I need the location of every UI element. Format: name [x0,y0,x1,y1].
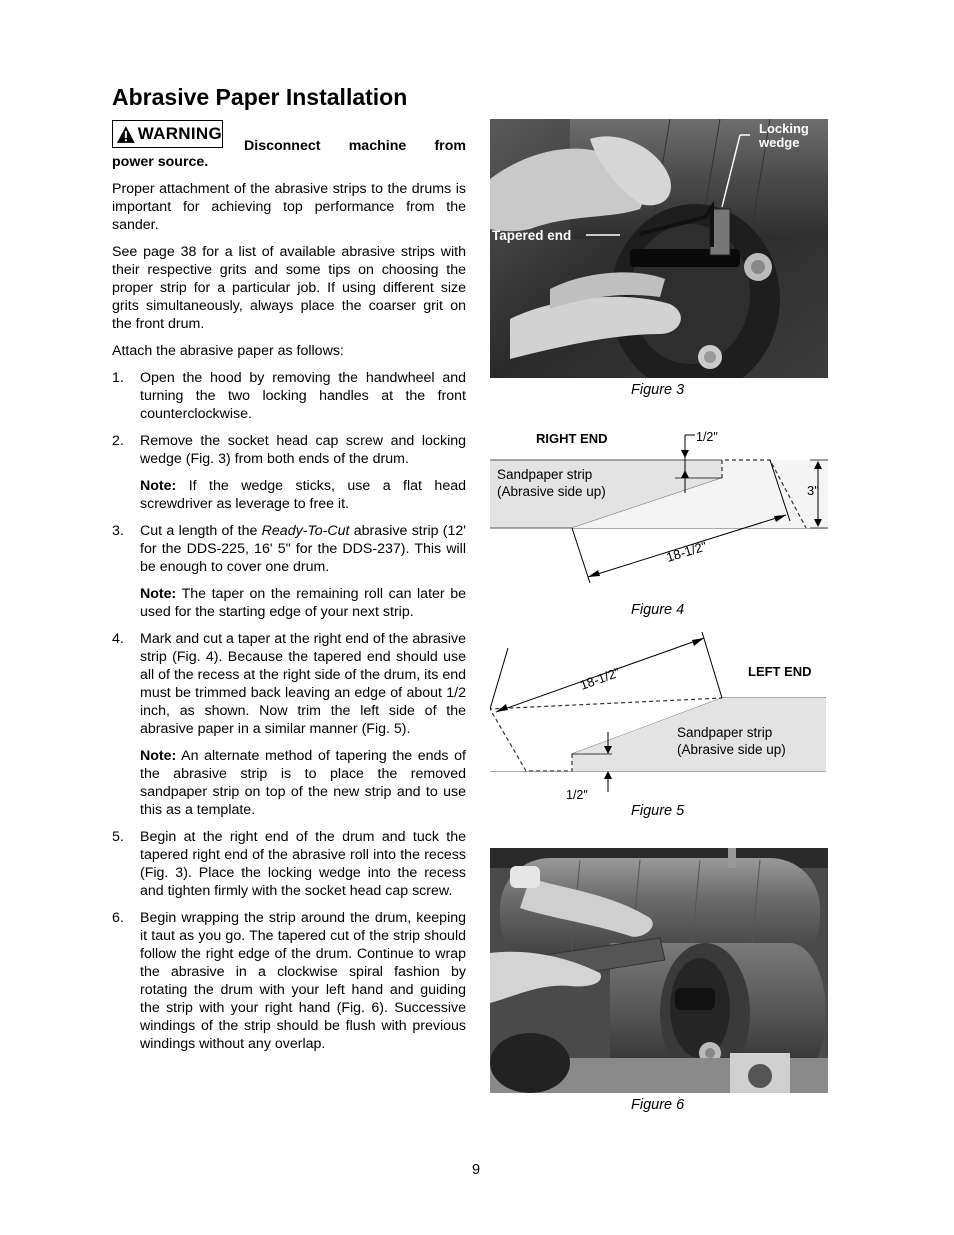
dim-half-inch: 1/2" [566,788,588,802]
dim-length: 18-1/2" [664,538,709,565]
figure-6-caption: Figure 6 [631,1097,685,1113]
warning-text-line1 [244,137,466,155]
strip-sublabel: (Abrasive side up) [677,742,786,757]
step-number: 3. [112,523,124,539]
step-note [140,477,466,513]
warning-word: Disconnect [244,138,321,154]
intro-paragraph: Proper attachment of the abrasive strips to the drums is important for achieving top performance from the sander. [112,181,466,233]
intro-paragraph: Attach the abrasive paper as follows: [112,343,344,359]
note-text: If the wedge sticks, use a flat head screwdriver as leverage to free it. [140,478,466,512]
figure-4-diagram [490,425,830,600]
steps-list [112,369,466,1053]
dim-length: 18-1/2" [577,664,623,693]
step-note [140,585,466,621]
note-text: The taper on the remaining roll can later be used for the starting edge of your next strip. [140,586,466,620]
label-wedge: wedge [759,135,800,150]
dim-width: 3" [807,483,819,498]
list-item [112,909,466,1053]
warning-text-line2: power source. [112,154,209,170]
step-number: 6. [112,910,124,926]
figure-3-caption: Figure 3 [631,382,685,398]
right-end-label: RIGHT END [536,431,608,446]
dim-half-inch: 1/2" [696,430,718,444]
step-number: 1. [112,370,124,386]
left-end-label: LEFT END [748,664,812,679]
step-note [140,747,466,819]
label-locking: Locking [759,121,809,136]
intro-paragraph: See page 38 for a list of available abrasive strips with their respective grits and some tips on choosing the proper strip for a particular job. If using different size grits simultaneously, always place the coarser grit on the front drum. [112,244,466,332]
list-item [112,630,466,819]
label-tapered-end: Tapered end [492,228,572,243]
step-text: Begin at the right end of the drum and tuck the tapered right end of the abrasive roll into the recess (Fig. 3). Place the locking wedge into the recess and tighten firmly with the socket head cap screw. [140,829,466,899]
warning-word: from [434,138,466,154]
list-item [112,522,466,621]
strip-sublabel: (Abrasive side up) [497,484,606,499]
note-label: Note: [140,586,177,602]
figure-5-caption: Figure 5 [631,803,685,819]
step-number: 2. [112,433,124,449]
step-number: 4. [112,631,124,647]
note-text: An alternate method of tapering the ends of the abrasive strip is to place the removed sandpaper strip on top of the new strip and to use this as a template. [140,748,466,818]
strip-label: Sandpaper strip [497,467,593,482]
product-name: Ready-To-Cut [261,523,350,539]
text-column [112,120,466,1062]
warning-badge [112,120,223,148]
step-text-part: abrasive strip (12' for the DDS-225, 16' 5" for the DDS-237). This will be enough to cover one drum. [140,523,467,575]
warning-label: WARNING [137,124,222,143]
step-text-part: Cut a length of the [140,523,262,539]
step-text [140,523,466,575]
list-item [112,828,466,900]
page-number: 9 [472,1162,481,1178]
step-text: Mark and cut a taper at the right end of the abrasive strip (Fig. 4). Because the tapered end should use all of the recess at the right side of the drum, its end must be trimmed back leaving an edge of about 1/2 inch, as shown. Now trim the left side of the abrasive paper in a similar manner (Fig. 5). [140,631,466,737]
step-text: Begin wrapping the strip around the drum, keeping it taut as you go. The tapered cut of the strip should follow the right edge of the drum. Continue to wrap the abrasive in a clockwise spiral fashion by rotating the drum with your left hand and guiding the strip with your right hand (Fig. 6). Successive windings of the strip should be flush with previous windings without any overlap. [140,910,466,1052]
note-label: Note: [140,748,177,764]
warning-triangle-icon [116,125,136,144]
step-text: Remove the socket head cap screw and locking wedge (Fig. 3) from both ends of the drum. [140,433,466,467]
figure-6-photo [490,848,828,1093]
step-text: Open the hood by removing the handwheel and turning the two locking handles at the front counterclockwise. [140,370,466,422]
figure-5-diagram [490,624,830,802]
warning-word: machine [348,138,407,154]
step-number: 5. [112,829,124,845]
note-label: Note: [140,478,177,494]
figure-3-photo [490,119,828,378]
list-item [112,369,466,423]
page-title: Abrasive Paper Installation [112,84,408,110]
figure-4-caption: Figure 4 [631,602,685,618]
strip-label: Sandpaper strip [677,725,773,740]
list-item [112,432,466,513]
warning-row [112,120,466,153]
